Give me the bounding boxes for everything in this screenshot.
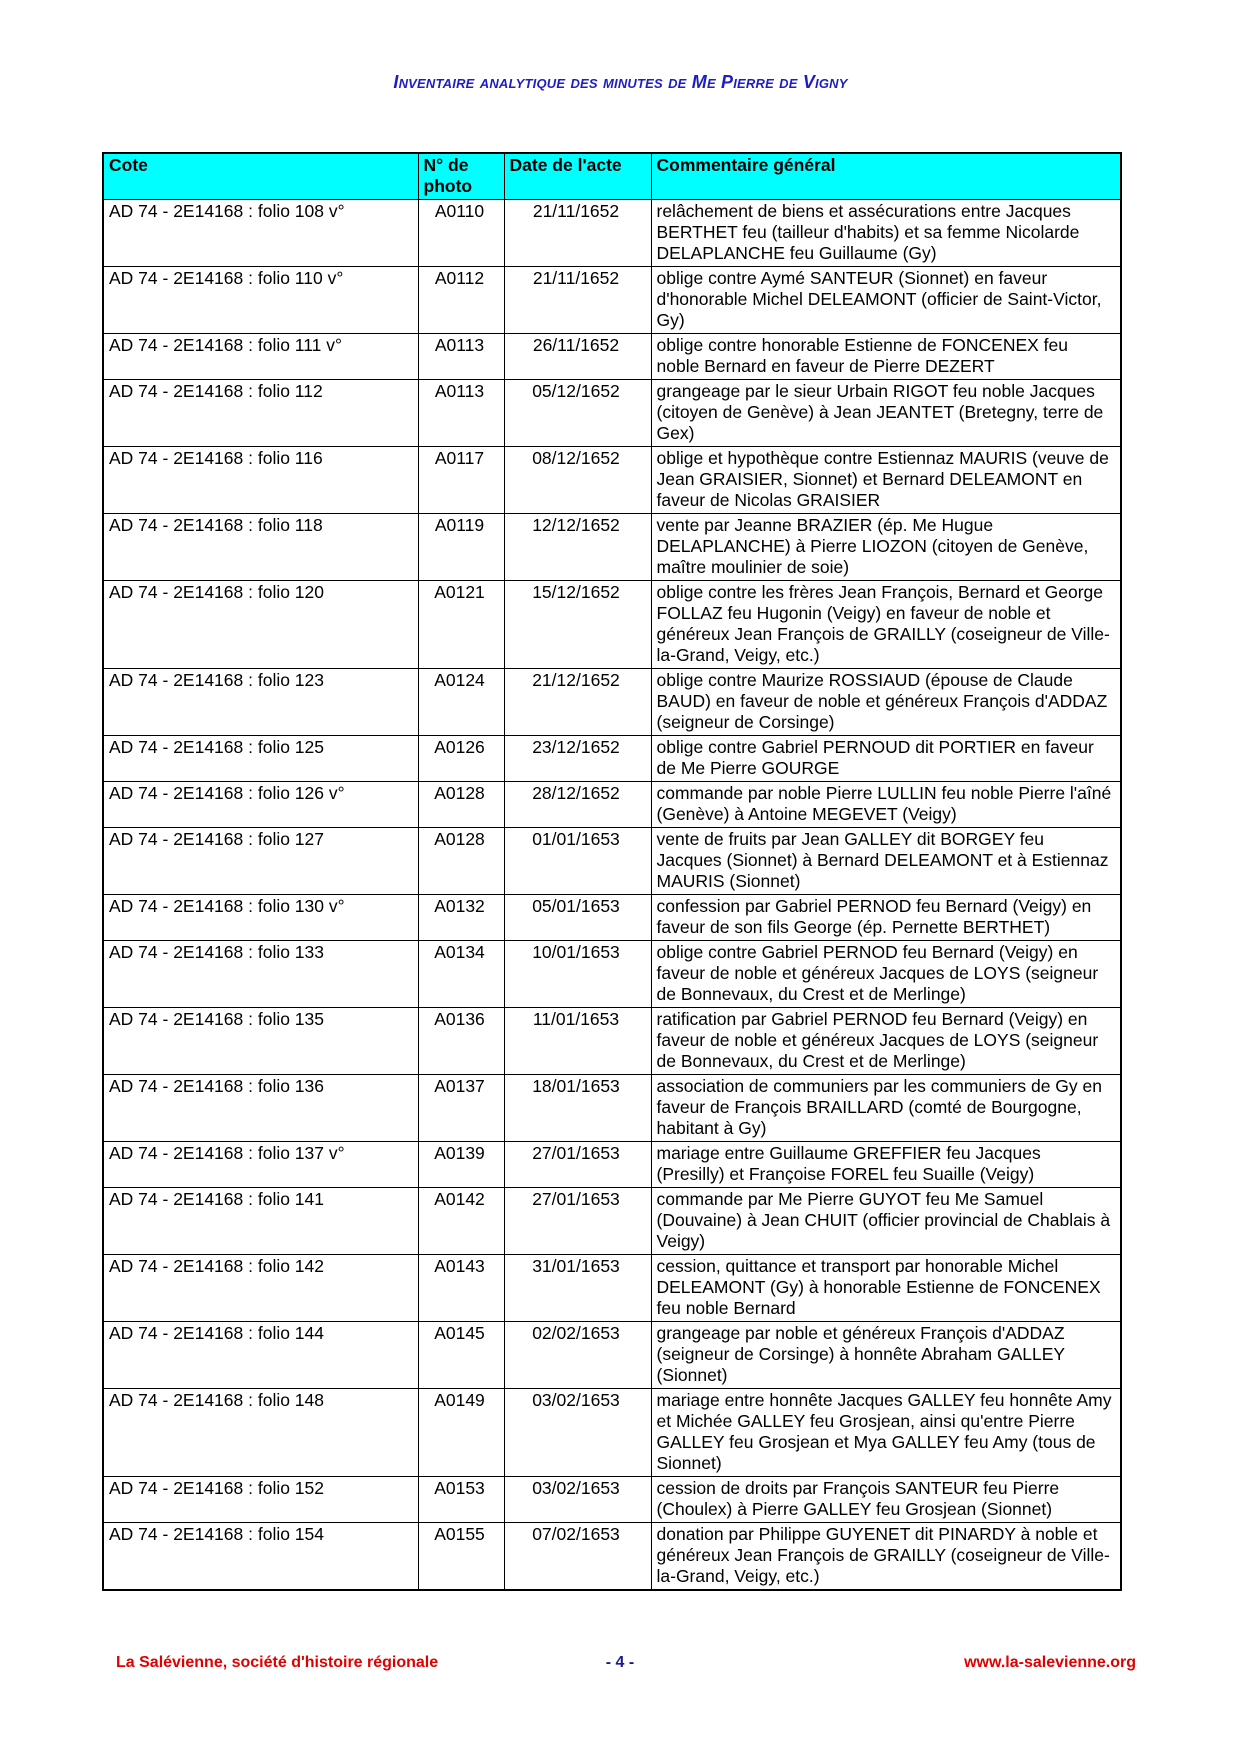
cell-date: 26/11/1652 xyxy=(504,334,651,380)
cell-photo-number: A0136 xyxy=(418,1008,504,1075)
cell-photo-number: A0134 xyxy=(418,941,504,1008)
table-row xyxy=(103,669,1121,736)
footer-website-url[interactable]: www.la-salevienne.org xyxy=(964,1654,1136,1671)
cell-photo-number: A0128 xyxy=(418,828,504,895)
cell-date: 01/01/1653 xyxy=(504,828,651,895)
cell-date: 03/02/1653 xyxy=(504,1477,651,1523)
cell-comment: oblige contre Aymé SANTEUR (Sionnet) en faveur d'honorable Michel DELEAMONT (officier de Saint-Victor, Gy) xyxy=(651,267,1121,334)
cell-comment: vente par Jeanne BRAZIER (ép. Me Hugue DELAPLANCHE) à Pierre LIOZON (citoyen de Genève, maître moulinier de soie) xyxy=(651,514,1121,581)
cell-date: 11/01/1653 xyxy=(504,1008,651,1075)
cell-photo-number: A0153 xyxy=(418,1477,504,1523)
cell-photo-number: A0113 xyxy=(418,380,504,447)
cell-photo-number: A0119 xyxy=(418,514,504,581)
cell-comment: donation par Philippe GUYENET dit PINARDY à noble et généreux Jean François de GRAILLY (coseigneur de Ville-la-Grand, Veigy, etc.) xyxy=(651,1523,1121,1591)
cell-comment: oblige et hypothèque contre Estiennaz MAURIS (veuve de Jean GRAISIER, Sionnet) et Bernard DELEAMONT en faveur de Nicolas GRAISIER xyxy=(651,447,1121,514)
cell-cote: AD 74 - 2E14168 : folio 126 v° xyxy=(103,782,418,828)
cell-photo-number: A0113 xyxy=(418,334,504,380)
table-body xyxy=(103,200,1121,1591)
cell-date: 10/01/1653 xyxy=(504,941,651,1008)
page-footer xyxy=(104,1653,1136,1675)
cell-date: 28/12/1652 xyxy=(504,782,651,828)
table-row xyxy=(103,1322,1121,1389)
cell-date: 27/01/1653 xyxy=(504,1142,651,1188)
table-row xyxy=(103,1142,1121,1188)
cell-cote: AD 74 - 2E14168 : folio 120 xyxy=(103,581,418,669)
cell-comment: mariage entre Guillaume GREFFIER feu Jacques (Presilly) et Françoise FOREL feu Suaille (Veigy) xyxy=(651,1142,1121,1188)
cell-photo-number: A0117 xyxy=(418,447,504,514)
cell-comment: oblige contre Maurize ROSSIAUD (épouse de Claude BAUD) en faveur de noble et généreux François d'ADDAZ (seigneur de Corsinge) xyxy=(651,669,1121,736)
cell-cote: AD 74 - 2E14168 : folio 111 v° xyxy=(103,334,418,380)
cell-cote: AD 74 - 2E14168 : folio 125 xyxy=(103,736,418,782)
cell-comment: oblige contre Gabriel PERNOUD dit PORTIER en faveur de Me Pierre GOURGE xyxy=(651,736,1121,782)
cell-date: 18/01/1653 xyxy=(504,1075,651,1142)
cell-cote: AD 74 - 2E14168 : folio 142 xyxy=(103,1255,418,1322)
cell-photo-number: A0132 xyxy=(418,895,504,941)
table-row xyxy=(103,581,1121,669)
cell-date: 21/11/1652 xyxy=(504,200,651,267)
cell-date: 05/12/1652 xyxy=(504,380,651,447)
table-row xyxy=(103,1255,1121,1322)
table-row xyxy=(103,895,1121,941)
column-header-comment: Commentaire général xyxy=(651,153,1121,200)
cell-photo-number: A0110 xyxy=(418,200,504,267)
table-row xyxy=(103,1188,1121,1255)
cell-cote: AD 74 - 2E14168 : folio 110 v° xyxy=(103,267,418,334)
cell-photo-number: A0145 xyxy=(418,1322,504,1389)
cell-comment: ratification par Gabriel PERNOD feu Bernard (Veigy) en faveur de noble et généreux Jacques de LOYS (seigneur de Bonnevaux, du Crest et de Merlinge) xyxy=(651,1008,1121,1075)
cell-date: 12/12/1652 xyxy=(504,514,651,581)
column-header-photo: N° de photo xyxy=(418,153,504,200)
table-row xyxy=(103,941,1121,1008)
cell-comment: relâchement de biens et assécurations entre Jacques BERTHET feu (tailleur d'habits) et sa femme Nicolarde DELAPLANCHE feu Guillaume (Gy) xyxy=(651,200,1121,267)
cell-comment: cession, quittance et transport par honorable Michel DELEAMONT (Gy) à honorable Estienne de FONCENEX feu noble Bernard xyxy=(651,1255,1121,1322)
table-row xyxy=(103,380,1121,447)
inventory-table xyxy=(102,152,1122,1591)
cell-comment: mariage entre honnête Jacques GALLEY feu honnête Amy et Michée GALLEY feu Grosjean, ainsi qu'entre Pierre GALLEY feu Grosjean et Mya GALLEY feu Amy (tous de Sionnet) xyxy=(651,1389,1121,1477)
cell-photo-number: A0137 xyxy=(418,1075,504,1142)
cell-date: 21/12/1652 xyxy=(504,669,651,736)
cell-date: 03/02/1653 xyxy=(504,1389,651,1477)
cell-photo-number: A0155 xyxy=(418,1523,504,1591)
cell-date: 02/02/1653 xyxy=(504,1322,651,1389)
cell-photo-number: A0142 xyxy=(418,1188,504,1255)
cell-date: 21/11/1652 xyxy=(504,267,651,334)
cell-date: 08/12/1652 xyxy=(504,447,651,514)
cell-date: 05/01/1653 xyxy=(504,895,651,941)
cell-comment: vente de fruits par Jean GALLEY dit BORGEY feu Jacques (Sionnet) à Bernard DELEAMONT et à Estiennaz MAURIS (Sionnet) xyxy=(651,828,1121,895)
cell-photo-number: A0149 xyxy=(418,1389,504,1477)
column-header-date: Date de l'acte xyxy=(504,153,651,200)
cell-comment: commande par Me Pierre GUYOT feu Me Samuel (Douvaine) à Jean CHUIT (officier provincial de Chablais à Veigy) xyxy=(651,1188,1121,1255)
footer-society-name: La Salévienne, société d'histoire régionale xyxy=(116,1654,439,1671)
cell-photo-number: A0124 xyxy=(418,669,504,736)
cell-photo-number: A0126 xyxy=(418,736,504,782)
cell-date: 23/12/1652 xyxy=(504,736,651,782)
cell-cote: AD 74 - 2E14168 : folio 137 v° xyxy=(103,1142,418,1188)
table-row xyxy=(103,334,1121,380)
table-row xyxy=(103,447,1121,514)
cell-cote: AD 74 - 2E14168 : folio 123 xyxy=(103,669,418,736)
table-row xyxy=(103,828,1121,895)
cell-cote: AD 74 - 2E14168 : folio 136 xyxy=(103,1075,418,1142)
table-row xyxy=(103,736,1121,782)
table-row xyxy=(103,267,1121,334)
cell-cote: AD 74 - 2E14168 : folio 152 xyxy=(103,1477,418,1523)
cell-date: 31/01/1653 xyxy=(504,1255,651,1322)
table-row xyxy=(103,782,1121,828)
table-header-row xyxy=(103,153,1121,200)
cell-date: 07/02/1653 xyxy=(504,1523,651,1591)
cell-photo-number: A0139 xyxy=(418,1142,504,1188)
cell-comment: oblige contre Gabriel PERNOD feu Bernard (Veigy) en faveur de noble et généreux Jacques de LOYS (seigneur de Bonnevaux, du Crest et de Merlinge) xyxy=(651,941,1121,1008)
cell-comment: grangeage par le sieur Urbain RIGOT feu noble Jacques (citoyen de Genève) à Jean JEANTET (Bretegny, terre de Gex) xyxy=(651,380,1121,447)
cell-cote: AD 74 - 2E14168 : folio 112 xyxy=(103,380,418,447)
cell-date: 15/12/1652 xyxy=(504,581,651,669)
page-title: Inventaire analytique des minutes de Me Pierre de Vigny xyxy=(393,72,848,92)
cell-cote: AD 74 - 2E14168 : folio 135 xyxy=(103,1008,418,1075)
cell-comment: confession par Gabriel PERNOD feu Bernard (Veigy) en faveur de son fils George (ép. Pernette BERTHET) xyxy=(651,895,1121,941)
cell-photo-number: A0128 xyxy=(418,782,504,828)
column-header-cote: Cote xyxy=(103,153,418,200)
cell-comment: commande par noble Pierre LULLIN feu noble Pierre l'aîné (Genève) à Antoine MEGEVET (Veigy) xyxy=(651,782,1121,828)
cell-cote: AD 74 - 2E14168 : folio 130 v° xyxy=(103,895,418,941)
cell-cote: AD 74 - 2E14168 : folio 141 xyxy=(103,1188,418,1255)
cell-cote: AD 74 - 2E14168 : folio 133 xyxy=(103,941,418,1008)
cell-cote: AD 74 - 2E14168 : folio 116 xyxy=(103,447,418,514)
cell-cote: AD 74 - 2E14168 : folio 144 xyxy=(103,1322,418,1389)
table-row xyxy=(103,514,1121,581)
table-row xyxy=(103,1477,1121,1523)
table-row xyxy=(103,1523,1121,1591)
table-row xyxy=(103,1389,1121,1477)
cell-comment: oblige contre les frères Jean François, Bernard et George FOLLAZ feu Hugonin (Veigy) en faveur de noble et généreux Jean François de GRAILLY (coseigneur de Ville-la-Grand, Veigy, etc.) xyxy=(651,581,1121,669)
cell-cote: AD 74 - 2E14168 : folio 108 v° xyxy=(103,200,418,267)
table-row xyxy=(103,200,1121,267)
cell-cote: AD 74 - 2E14168 : folio 154 xyxy=(103,1523,418,1591)
cell-photo-number: A0112 xyxy=(418,267,504,334)
cell-comment: oblige contre honorable Estienne de FONCENEX feu noble Bernard en faveur de Pierre DEZERT xyxy=(651,334,1121,380)
cell-cote: AD 74 - 2E14168 : folio 148 xyxy=(103,1389,418,1477)
footer-page-number: - 4 - xyxy=(605,1654,635,1671)
cell-photo-number: A0143 xyxy=(418,1255,504,1322)
cell-comment: cession de droits par François SANTEUR feu Pierre (Choulex) à Pierre GALLEY feu Grosjean (Sionnet) xyxy=(651,1477,1121,1523)
cell-cote: AD 74 - 2E14168 : folio 118 xyxy=(103,514,418,581)
table-row xyxy=(103,1075,1121,1142)
cell-comment: grangeage par noble et généreux François d'ADDAZ (seigneur de Corsinge) à honnête Abraham GALLEY (Sionnet) xyxy=(651,1322,1121,1389)
cell-cote: AD 74 - 2E14168 : folio 127 xyxy=(103,828,418,895)
table-row xyxy=(103,1008,1121,1075)
cell-comment: association de communiers par les communiers de Gy en faveur de François BRAILLARD (comté de Bourgogne, habitant à Gy) xyxy=(651,1075,1121,1142)
cell-photo-number: A0121 xyxy=(418,581,504,669)
cell-date: 27/01/1653 xyxy=(504,1188,651,1255)
